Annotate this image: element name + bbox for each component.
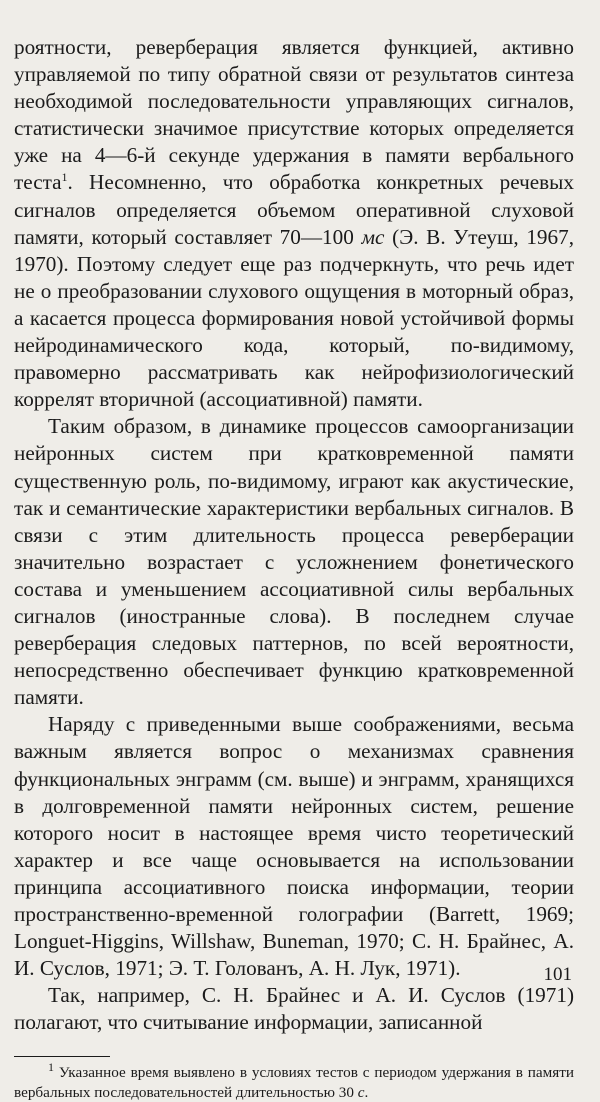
paragraph-continued [14, 34, 574, 413]
paragraph-text: . Несомненно, что обработка конкретных речевых сигналов определяется объемом оперативной слуховой памяти, который составляет 70—100 [14, 170, 574, 249]
footnote-reference[interactable]: 1 [61, 170, 68, 185]
page-number: 101 [543, 964, 572, 985]
paragraph-text: (Э. В. Утеуш, 1967, 1970). Поэтому следует еще раз подчеркнуть, что речь идет не о преобразовании слухового ощущения в моторный образ, а касается процесса формирования новой устойчивой формы нейродинамического кода, который, по-видимому, правомерно рассматривать как нейрофизиологический коррелят вторичной (ассоциативной) памяти. [14, 224, 574, 412]
footnote-end: . [364, 1083, 369, 1101]
paragraph-text: роятности, реверберация является функцией, активно управляемой по типу обратной связи от результатов синтеза необходимой последовательности управляющих сигналов, статистически значимое присутствие которых определяется уже на 4—6-й секунде удержания в памяти вербального теста [14, 35, 574, 195]
footnote-marker: 1 [48, 1060, 54, 1075]
paragraph: Наряду с приведенными выше соображениями, весьма важным является вопрос о механизмах сравнения функциональных энграмм (см. выше) и энграмм, хранящихся в долговременной памяти нейронных систем, решение которого носит в настоящее время чисто теоретический характер и все чаще основывается на использовании принципа ассоциативного поиска информации, теории пространственно-временной голографии (Barrett, 1969; Longuet-Higgins, Willshaw, Buneman, 1970; С. Н. Брайнес, А. И. Суслов, 1971; Э. Т. Голованъ, А. Н. Лук, 1971). [14, 712, 574, 981]
paragraph: Так, например, С. Н. Брайнес и А. И. Суслов (1971) полагают, что считывание информации, записанной [14, 983, 574, 1035]
footnote [14, 1060, 574, 1102]
unit-ms: мс [361, 224, 385, 249]
footnote-text: Указанное время выявлено в условиях тестов с периодом удержания в памяти вербальных последовательностей длительностью 30 [14, 1064, 574, 1101]
footnote-divider [14, 1056, 110, 1057]
paragraph: Таким образом, в динамике процессов самоорганизации нейронных систем при кратковременной памяти существенную роль, по-видимому, играют как акустические, так и семантические характеристики вербальных сигналов. В связи с этим длительность процесса реверберации значительно возрастает с усложнением фонетического состава и уменьшением ассоциативной силы вербальных сигналов (иностранные слова). В последнем случае реверберация следовых паттернов, по всей вероятности, непосредственно обеспечивает функцию кратковременной памяти. [14, 414, 574, 710]
unit-s: с [357, 1083, 365, 1101]
